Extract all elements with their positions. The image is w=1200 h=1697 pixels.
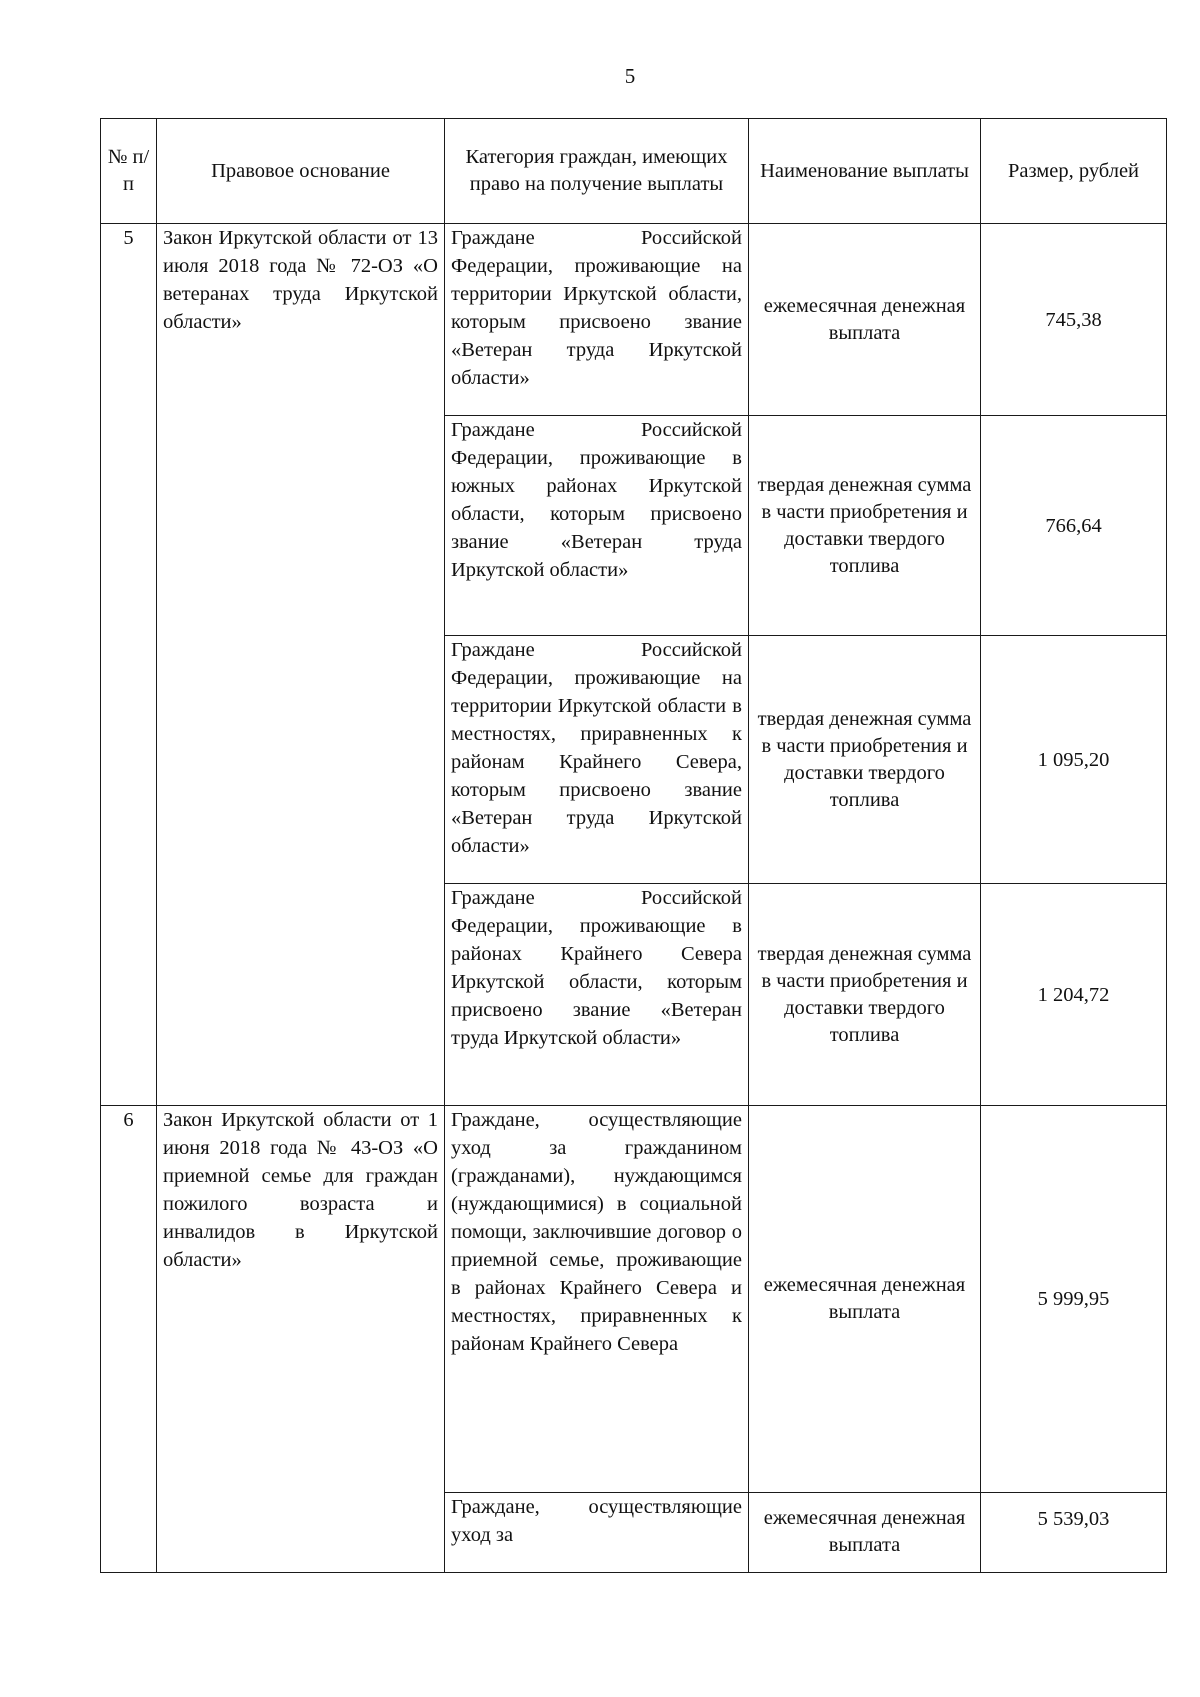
payment-amount: 766,64: [981, 416, 1167, 636]
payment-amount: 745,38: [981, 224, 1167, 416]
header-num: № п/п: [101, 119, 157, 224]
citizen-category: Граждане, осуществляющие уход за: [445, 1493, 749, 1573]
table-row: [101, 224, 1167, 416]
payment-amount: 1 204,72: [981, 884, 1167, 1106]
payment-name: твердая денежная сумма в части приобретения и доставки твердого топлива: [749, 636, 981, 884]
row-number: 5: [101, 224, 157, 1106]
legal-basis: Закон Иркутской области от 1 июня 2018 года № 43-ОЗ «О приемной семье для граждан пожилого возраста и инвалидов в Иркутской области»: [157, 1106, 445, 1573]
payment-amount: 5 539,03: [981, 1493, 1167, 1573]
payment-name: ежемесячная денежная выплата: [749, 224, 981, 416]
payment-name: твердая денежная сумма в части приобретения и доставки твердого топлива: [749, 884, 981, 1106]
citizen-category: Граждане Российской Федерации, проживающие в районах Крайнего Севера Иркутской области, которым присвоено звание «Ветеран труда Иркутской области»: [445, 884, 749, 1106]
citizen-category: Граждане Российской Федерации, проживающие на территории Иркутской области в местностях, приравненных к районам Крайнего Севера, которым присвоено звание «Ветеран труда Иркутской области»: [445, 636, 749, 884]
table-header-row: [101, 119, 1167, 224]
legal-basis: Закон Иркутской области от 13 июля 2018 года № 72-ОЗ «О ветеранах труда Иркутской области»: [157, 224, 445, 1106]
payment-name: ежемесячная денежная выплата: [749, 1106, 981, 1493]
row-number: 6: [101, 1106, 157, 1573]
header-basis: Правовое основание: [157, 119, 445, 224]
citizen-category: Граждане Российской Федерации, проживающие на территории Иркутской области, которым присвоено звание «Ветеран труда Иркутской области»: [445, 224, 749, 416]
citizen-category: Граждане Российской Федерации, проживающие в южных районах Иркутской области, которым присвоено звание «Ветеран труда Иркутской области»: [445, 416, 749, 636]
table-row: [101, 1106, 1167, 1493]
page-number: 5: [624, 64, 636, 88]
header-payment: Наименование выплаты: [749, 119, 981, 224]
payment-amount: 1 095,20: [981, 636, 1167, 884]
payment-name: твердая денежная сумма в части приобретения и доставки твердого топлива: [749, 416, 981, 636]
citizen-category: Граждане, осуществляющие уход за гражданином (гражданами), нуждающимся (нуждающимися) в социальной помощи, заключившие договор о приемной семье, проживающие в районах Крайнего Севера и местностях, приравненных к районам Крайнего Севера: [445, 1106, 749, 1493]
header-category: Категория граждан, имеющих право на получение выплаты: [445, 119, 749, 224]
payment-amount: 5 999,95: [981, 1106, 1167, 1493]
payments-table: [100, 118, 1167, 1573]
payment-name: ежемесячная денежная выплата: [749, 1493, 981, 1573]
header-amount: Размер, рублей: [981, 119, 1167, 224]
